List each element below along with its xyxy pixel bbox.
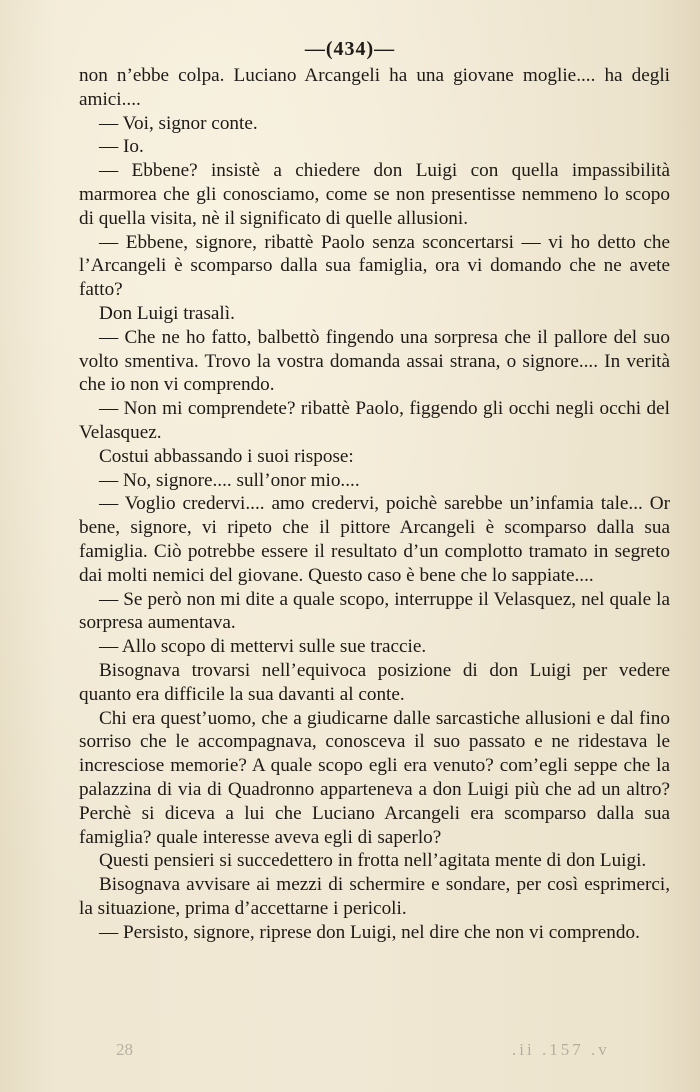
paragraph: Chi era quest’uomo, che a giudicarne dalle sarcastiche allusioni e dal fino sorriso che le accompagnava, conosceva il suo passato e ne ridestava le incresciose memorie? A quale scopo egli era venuto? com’egli seppe che la palazzina di via di Quadronno apparteneva a don Luigi più che ad un altro? Perchè si diceva a lui che Luciano Arcangeli era scomparso dalla sua famiglia? quale interesse aveva egli di saperlo? bbox=[79, 707, 670, 848]
paragraph: — Allo scopo di mettervi sulle sue traccie. bbox=[99, 636, 427, 658]
paragraph: Costui abbassando i suoi rispose: bbox=[99, 445, 354, 467]
paragraph: non n’ebbe colpa. Luciano Arcangeli ha una giovane moglie.... ha degli amici.... bbox=[79, 65, 670, 110]
bleed-through-text: .ii .157 .v bbox=[512, 1040, 610, 1059]
paragraph: — Ebbene, signore, ribattè Paolo senza sconcertarsi — vi ho detto che l’Arcangeli è scomparso dalla sua famiglia, ora vi domando che ne avete fatto? bbox=[79, 231, 670, 301]
paragraph: — Voi, signor conte. bbox=[99, 112, 258, 134]
paragraph: Questi pensieri si succedettero in frotta nell’agitata mente di don Luigi. bbox=[99, 850, 647, 872]
paragraph: — Persisto, signore, riprese don Luigi, nel dire che non vi comprendo. bbox=[99, 921, 640, 943]
paragraph: — Io. bbox=[99, 136, 144, 158]
paragraph: — Se però non mi dite a quale scopo, interruppe il Velasquez, nel quale la sorpresa aumentava. bbox=[79, 588, 670, 634]
paragraph: Bisognava avvisare ai mezzi di schermire e sondare, per così esprimerci, la situazione, prima d’accettarne i pericoli. bbox=[79, 874, 670, 919]
page-number: —(434)— bbox=[304, 38, 396, 60]
paragraph: Don Luigi trasalì. bbox=[99, 302, 235, 324]
paragraph: — Che ne ho fatto, balbettò fingendo una sorpresa che il pallore del suo volto smentiva. Trovo la vostra domanda assai strana, o signore.... In verità che io non vi comprendo. bbox=[79, 326, 670, 396]
body-text bbox=[79, 64, 670, 944]
signature-mark: 28 bbox=[116, 1040, 133, 1059]
paragraph: — No, signore.... sull’onor mio.... bbox=[99, 469, 360, 491]
paragraph: — Ebbene? insistè a chiedere don Luigi con quella impassibilità marmorea che gli conosciamo, come se non presentisse nemmeno lo scopo di quella visita, nè il significato di quelle allusioni. bbox=[79, 160, 670, 229]
paragraph: Bisognava trovarsi nell’equivoca posizione di don Luigi per vedere quanto era difficile la sua davanti al conte. bbox=[79, 659, 670, 705]
paragraph: — Non mi comprendete? ribattè Paolo, figgendo gli occhi negli occhi del Velasquez. bbox=[79, 398, 670, 443]
paragraph: — Voglio credervi.... amo credervi, poichè sarebbe un’infamia tale... Or bene, signore, vi ripeto che il pittore Arcangeli è scomparso dalla sua famiglia. Ciò potrebbe essere il resultato d’un complotto tramato in segreto dai molti nemici del giovane. Questo caso è bene che lo sappiate.... bbox=[79, 493, 670, 586]
